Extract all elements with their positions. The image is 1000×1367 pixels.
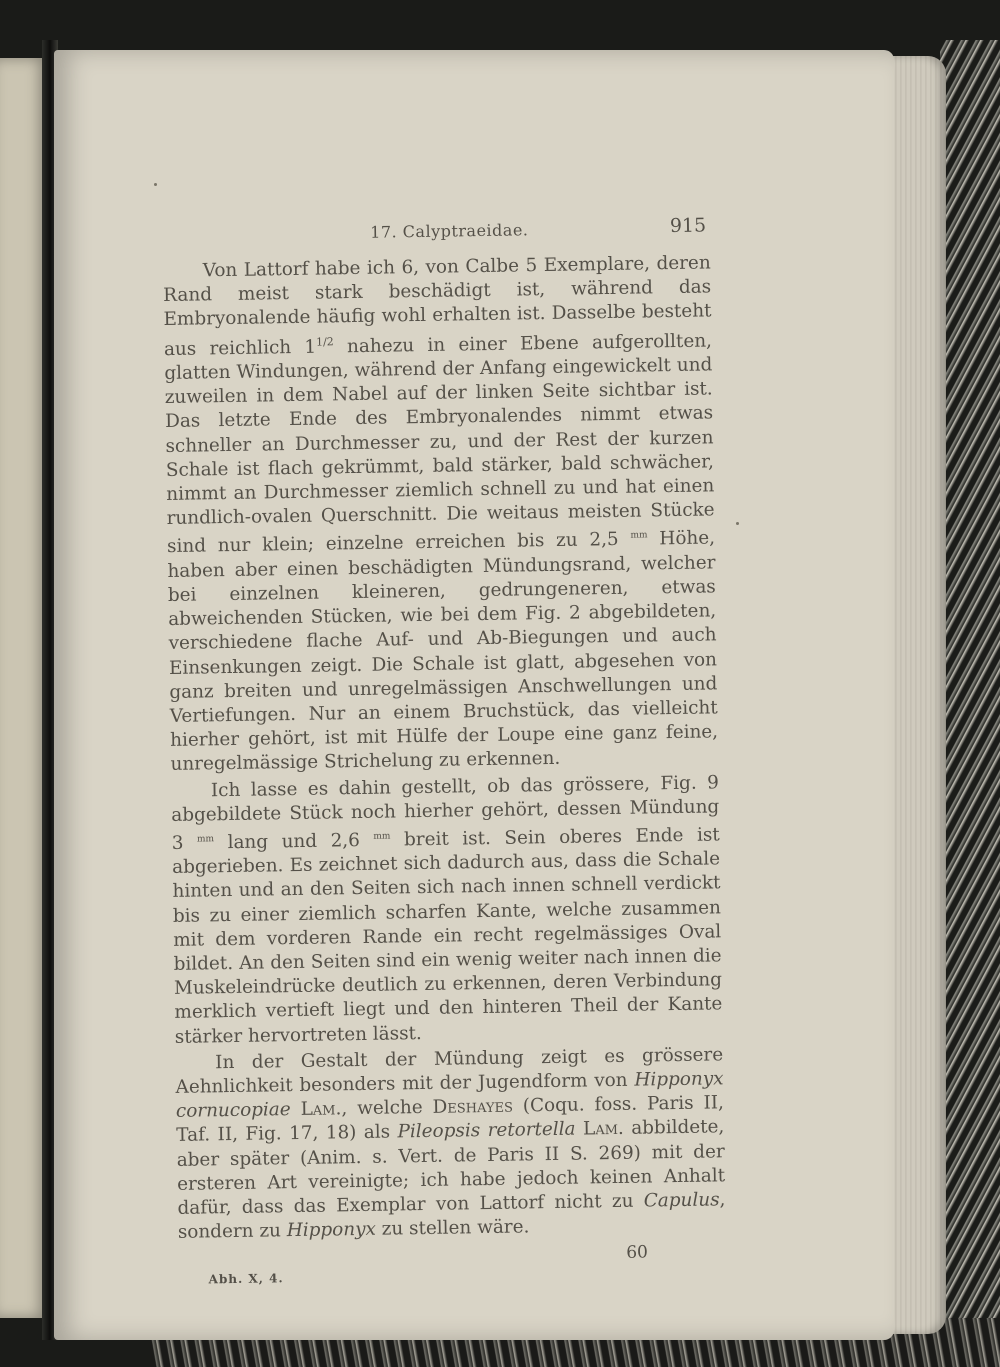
running-head-title: 17. Calyptraeidae.: [370, 220, 529, 242]
paragraph-1: Von Lattorf habe ich 6, von Calbe 5 Exemplare, deren Rand meist stark beschädigt ist, während das Embryonalende häufig wohl erhalten ist. Dasselbe besteht aus reichlich $1^{1/2}$ nahezu in einer Ebene aufgerollten, glatten Windungen, während der Anfang eingewickelt und zuweilen in dem Nabel auf der linken Seite sichtbar ist. Das letzte Ende des Embryonalendes nimmt etwas schneller an Durchmesser zu, und der Rest der kurzen Schale ist flach gekrümmt, bald stärker, bald schwächer, nimmt an Durchmesser ziemlich schnell zu und hat einen rundlich-ovalen Querschnitt. Die weitaus meisten Stücke sind nur klein; einzelne erreichen bis zu 2,5 $^{mm}$ Höhe, haben aber einen beschädigten Mündungsrand, welcher bei einzelnen kleineren, gedrungeneren, etwas abweichenden Stücken, wie bei dem Fig. 2 abgebildeten, verschiedene flache Auf- und Ab-Biegungen und auch Einsenkungen zeigt. Die Schale ist glatt, abgesehen von ganz breiten und unregelmässigen Anschwellungen und Vertiefungen. Nur an einem Bruchstück, das vielleicht hierher gehört, ist mit Hülfe der Loupe eine ganz feine, unregelmässige Strichelung zu erkennen.: [162, 252, 719, 776]
unit-mm: mm: [373, 831, 391, 842]
unit-mm: mm: [196, 834, 215, 845]
paragraph-3: In der Gestalt der Mündung zeigt es grössere Aehnlichkeit besonders mit der Jugendform von Hipponyx cornucopiae Lam., welche Deshayes (Coqu. foss. Paris II, Taf. II, Fig. 17, 18) als Pileopsis retortella Lam. abbildete, aber später (Anim. s. Vert. de Paris II S. 269) mit der ersteren Art vereinigte; ich habe jedoch keinen Anhalt dafür, dass das Exemplar von Lattorf nicht zu Capulus, sondern zu Hipponyx zu stellen wäre.: [175, 1044, 726, 1244]
unit-mm: mm: [630, 530, 648, 542]
taxon-name: Hipponyx cornucopiae: [175, 1068, 724, 1123]
taxon-name: Capulus: [643, 1189, 720, 1212]
marbled-cover: [940, 40, 1000, 1367]
body-text: [163, 251, 726, 1245]
paper-speck: [736, 522, 739, 525]
author-name: Lam.: [582, 1118, 624, 1140]
author-name: Deshayes: [432, 1095, 514, 1119]
taxon-name: Hipponyx: [286, 1219, 377, 1242]
series-mark: Abh. X, 4.: [208, 1270, 284, 1286]
page-content: [162, 213, 727, 1287]
left-page-edge: [0, 58, 48, 1318]
page-number: 915: [669, 214, 707, 238]
author-name: Lam.: [300, 1098, 342, 1121]
fraction: 1/2: [315, 334, 334, 349]
paper-speck: [154, 183, 157, 186]
taxon-name: Pileopsis retortella: [397, 1119, 576, 1143]
paragraph-2: Ich lasse es dahin gestellt, ob das grössere, Fig. 9 abgebildete Stück noch hierher gehört, dessen Mündung 3 $^{mm}$ lang und 2,6 $^{mm}$ breit ist. Sein oberes Ende ist abgerieben. Es zeichnet sich dadurch aus, dass die Schale hinten und an den Seiten sich nach innen schnell verdickt bis zu einer ziemlich scharfen Kante, welche zusammen mit dem vorderen Rande ein recht regelmässiges Oval bildet. An den Seiten sind ein wenig weiter nach innen die Muskeleindrücke deutlich zu erkennen, deren Verbindung merklich vertieft liegt und den hinteren Theil der Kante stärker hervortreten lässt.: [171, 771, 723, 1048]
signature-mark: 60: [626, 1241, 649, 1263]
